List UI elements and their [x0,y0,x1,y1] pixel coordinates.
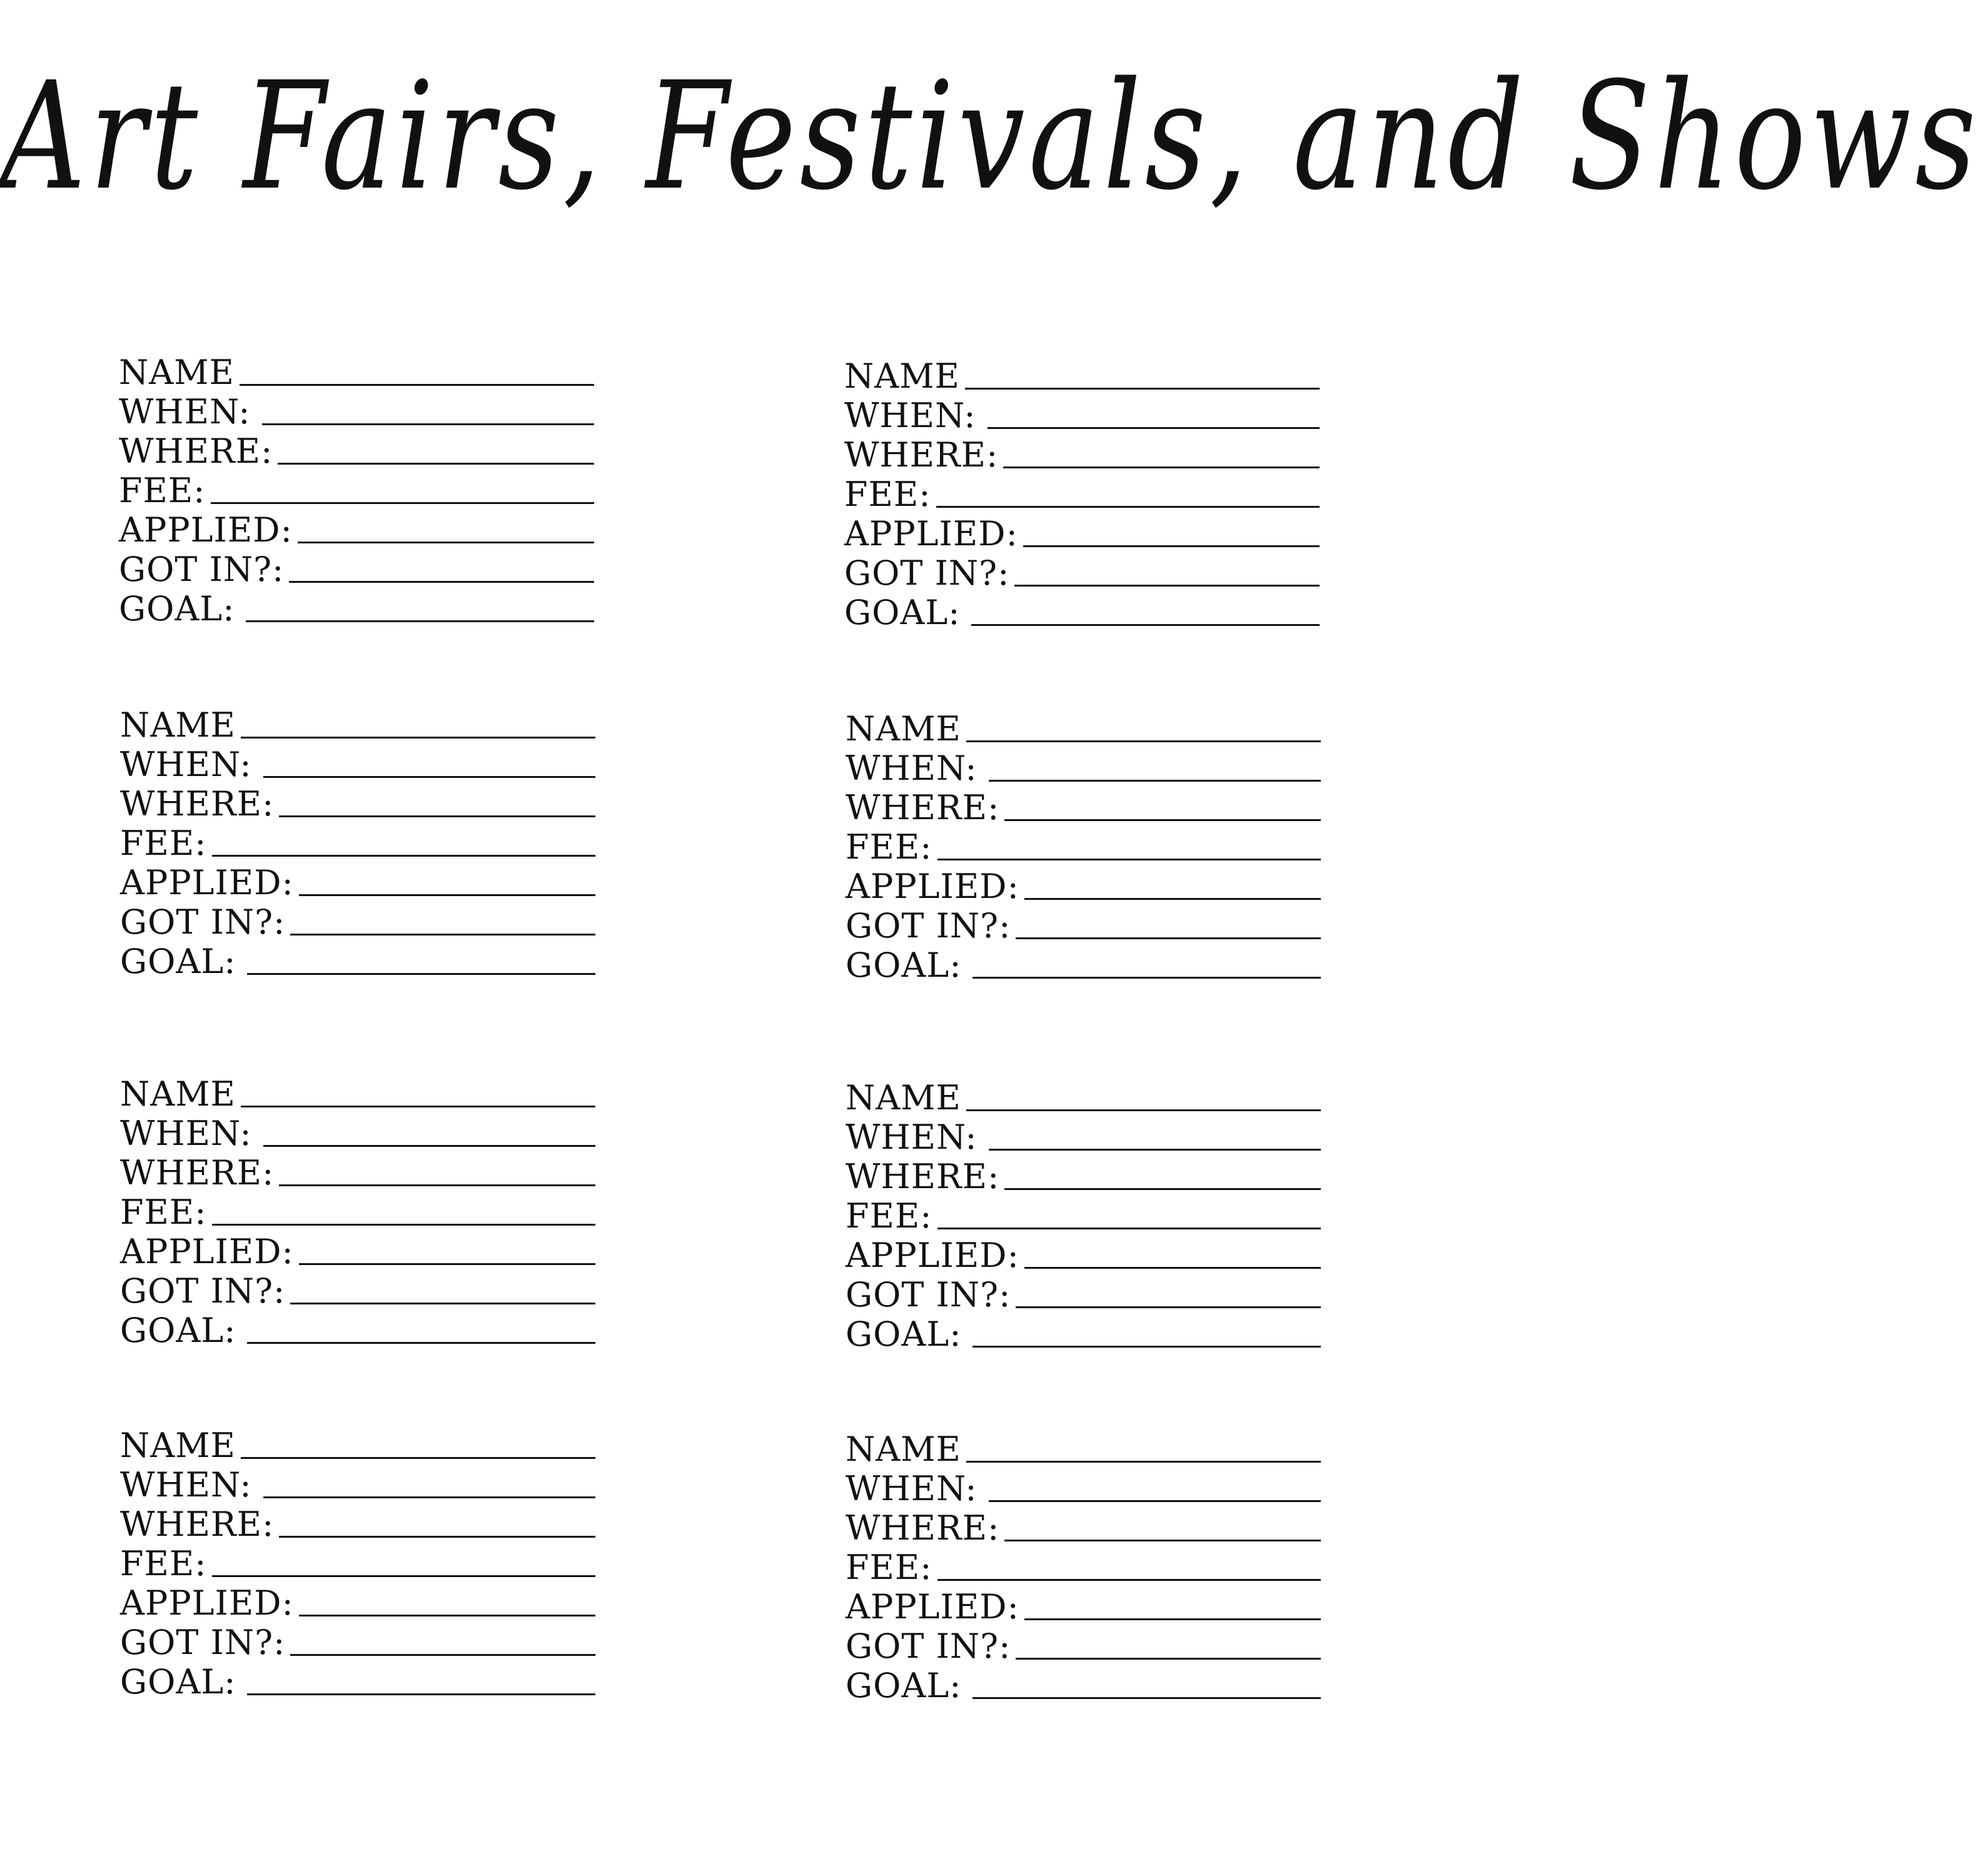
when-row [846,1466,1321,1506]
got-in-blank-line[interactable] [289,581,594,583]
goal-blank-line[interactable] [247,1693,595,1695]
field-label: GOT IN?: [120,1271,286,1311]
field-label: WHEN: [119,392,251,431]
page-title: Art Fairs, Festivals, and Shows [0,50,1980,223]
got-in-blank-line[interactable] [1016,1306,1321,1308]
applied-row [846,864,1321,904]
got-in-blank-line[interactable] [1014,585,1320,587]
applied-blank-line[interactable] [299,1263,595,1265]
field-label: WHERE: [844,435,999,475]
where-row [844,433,1320,475]
fee-blank-line[interactable] [937,859,1321,860]
field-label: GOT IN?: [846,1275,1011,1314]
when-blank-line[interactable] [263,776,595,778]
got-in-row [846,1273,1321,1312]
field-label: WHEN: [120,1465,252,1505]
when-row [120,1463,595,1505]
name-row [846,1427,1321,1469]
field-label: APPLIED: [120,1583,294,1623]
applied-row [120,1581,595,1623]
name-blank-line[interactable] [240,384,594,386]
field-label: FEE: [119,471,206,510]
where-row [119,429,594,471]
fee-blank-line[interactable] [937,1579,1321,1581]
where-blank-line[interactable] [279,1184,595,1186]
event-card [120,1072,595,1348]
where-blank-line[interactable] [1004,819,1321,821]
field-label: FEE: [120,1193,207,1232]
where-blank-line[interactable] [279,815,595,817]
applied-blank-line[interactable] [1024,898,1321,900]
when-blank-line[interactable] [262,423,594,425]
applied-row [846,1585,1321,1624]
fee-blank-line[interactable] [212,1224,596,1226]
field-label: APPLIED: [120,1232,294,1271]
field-label: APPLIED: [119,510,293,550]
name-row [120,703,595,745]
applied-blank-line[interactable] [298,542,594,543]
got-in-row [846,904,1321,946]
goal-row [846,1663,1321,1703]
field-label: FEE: [846,1196,932,1236]
when-row [844,393,1320,433]
applied-row [120,860,595,900]
field-label: GOT IN?: [119,550,285,589]
field-label: GOAL: [846,1666,962,1705]
field-label: WHERE: [120,1505,275,1544]
field-label: FEE: [120,1544,207,1583]
got-in-blank-line[interactable] [290,934,595,935]
where-row [846,1154,1321,1194]
fee-row [119,468,594,508]
got-in-blank-line[interactable] [290,1303,595,1304]
fee-blank-line[interactable] [211,502,595,504]
where-row [120,1502,595,1544]
field-label: WHEN: [846,1469,977,1508]
field-label: APPLIED: [846,1236,1019,1275]
applied-blank-line[interactable] [299,1615,595,1616]
when-blank-line[interactable] [987,427,1320,429]
got-in-row [120,900,595,942]
when-blank-line[interactable] [263,1145,595,1147]
applied-row [844,512,1320,551]
goal-row [846,1312,1321,1354]
field-label: GOT IN?: [844,553,1010,593]
fee-row [120,1190,595,1232]
field-label: NAME [846,1430,961,1469]
name-row [844,354,1320,396]
field-label: FEE: [846,827,932,867]
name-blank-line[interactable] [241,1106,595,1107]
goal-blank-line[interactable] [972,977,1321,979]
field-label: GOAL: [120,942,236,981]
goal-blank-line[interactable] [972,1346,1321,1348]
applied-row [846,1233,1321,1273]
fee-blank-line[interactable] [212,1575,596,1577]
got-in-row [846,1624,1321,1666]
field-label: APPLIED: [120,863,294,902]
event-card [846,707,1321,985]
when-blank-line[interactable] [989,1500,1321,1502]
field-label: NAME [846,1078,961,1117]
name-row [119,350,594,390]
field-label: WHEN: [844,396,976,435]
name-blank-line[interactable] [965,388,1320,390]
applied-blank-line[interactable] [1024,1618,1321,1620]
when-row [120,742,595,782]
event-card [844,354,1320,630]
applied-row [119,508,594,550]
field-label: WHERE: [120,1153,275,1193]
field-label: GOT IN?: [846,1626,1011,1666]
goal-blank-line[interactable] [247,1342,595,1344]
where-blank-line[interactable] [1004,1540,1321,1541]
field-label: WHEN: [120,1114,252,1153]
event-card [120,1423,595,1702]
fee-row [846,825,1321,867]
fee-blank-line[interactable] [936,506,1320,508]
applied-blank-line[interactable] [299,894,595,896]
where-blank-line[interactable] [1004,1188,1321,1190]
name-blank-line[interactable] [241,737,595,739]
field-label: APPLIED: [846,867,1019,906]
fee-row [846,1194,1321,1236]
name-blank-line[interactable] [966,1461,1321,1463]
event-card [120,703,595,979]
field-label: NAME [120,705,236,745]
goal-row [120,939,595,979]
field-label: GOT IN?: [120,902,286,942]
field-label: WHEN: [120,745,252,784]
fee-blank-line[interactable] [937,1228,1321,1229]
goal-row [120,1308,595,1348]
field-label: WHERE: [120,784,275,824]
event-card [846,1076,1321,1354]
when-row [846,746,1321,788]
when-row [120,1111,595,1151]
field-label: FEE: [844,475,931,514]
field-label: WHEN: [846,1117,977,1157]
fee-row [844,472,1320,512]
got-in-blank-line[interactable] [1016,1658,1321,1660]
field-label: GOAL: [846,946,962,985]
field-label: APPLIED: [846,1587,1019,1626]
where-blank-line[interactable] [1003,466,1320,468]
where-row [120,782,595,824]
where-blank-line[interactable] [279,1536,595,1538]
when-row [846,1115,1321,1157]
field-label: GOAL: [119,589,235,628]
got-in-row [844,551,1320,593]
goal-blank-line[interactable] [971,624,1320,626]
field-label: GOAL: [120,1311,236,1350]
goal-row [119,587,594,626]
field-label: GOAL: [846,1314,962,1354]
name-blank-line[interactable] [966,740,1321,742]
applied-blank-line[interactable] [1024,1267,1321,1269]
goal-row [120,1660,595,1702]
got-in-row [119,547,594,587]
got-in-row [120,1269,595,1311]
name-row [120,1423,595,1463]
name-blank-line[interactable] [241,1457,595,1459]
field-label: GOAL: [844,593,961,632]
field-label: NAME [844,356,960,396]
field-label: NAME [120,1426,236,1465]
applied-blank-line[interactable] [1023,545,1320,547]
applied-row [120,1229,595,1269]
field-label: WHEN: [846,749,977,788]
when-row [119,390,594,429]
field-label: GOAL: [120,1662,236,1702]
name-row [120,1072,595,1114]
field-label: NAME [120,1074,236,1114]
goal-blank-line[interactable] [246,620,594,622]
when-blank-line[interactable] [989,1149,1321,1151]
field-label: GOT IN?: [120,1623,286,1662]
goal-row [846,943,1321,985]
when-blank-line[interactable] [989,780,1321,782]
field-label: FEE: [846,1548,932,1587]
name-row [846,707,1321,749]
fee-row [120,1541,595,1581]
got-in-blank-line[interactable] [290,1654,595,1656]
fee-row [846,1545,1321,1585]
event-card [119,350,594,626]
event-card [846,1427,1321,1703]
where-blank-line[interactable] [278,463,594,465]
got-in-blank-line[interactable] [1016,937,1321,939]
goal-blank-line[interactable] [972,1697,1321,1699]
field-label: NAME [846,709,961,749]
where-row [120,1151,595,1193]
goal-row [844,590,1320,630]
field-label: WHERE: [846,1508,1000,1548]
name-row [846,1076,1321,1115]
got-in-row [120,1620,595,1660]
field-label: WHERE: [846,788,1000,827]
field-label: APPLIED: [844,514,1018,553]
fee-row [120,821,595,863]
field-label: NAME [119,353,235,392]
field-label: WHERE: [119,431,273,471]
where-row [846,1506,1321,1548]
where-row [846,785,1321,825]
fee-blank-line[interactable] [212,855,596,857]
field-label: WHERE: [846,1157,1000,1196]
field-label: GOT IN?: [846,906,1011,946]
name-blank-line[interactable] [966,1109,1321,1111]
goal-blank-line[interactable] [247,973,595,975]
field-label: FEE: [120,824,207,863]
when-blank-line[interactable] [263,1496,595,1498]
